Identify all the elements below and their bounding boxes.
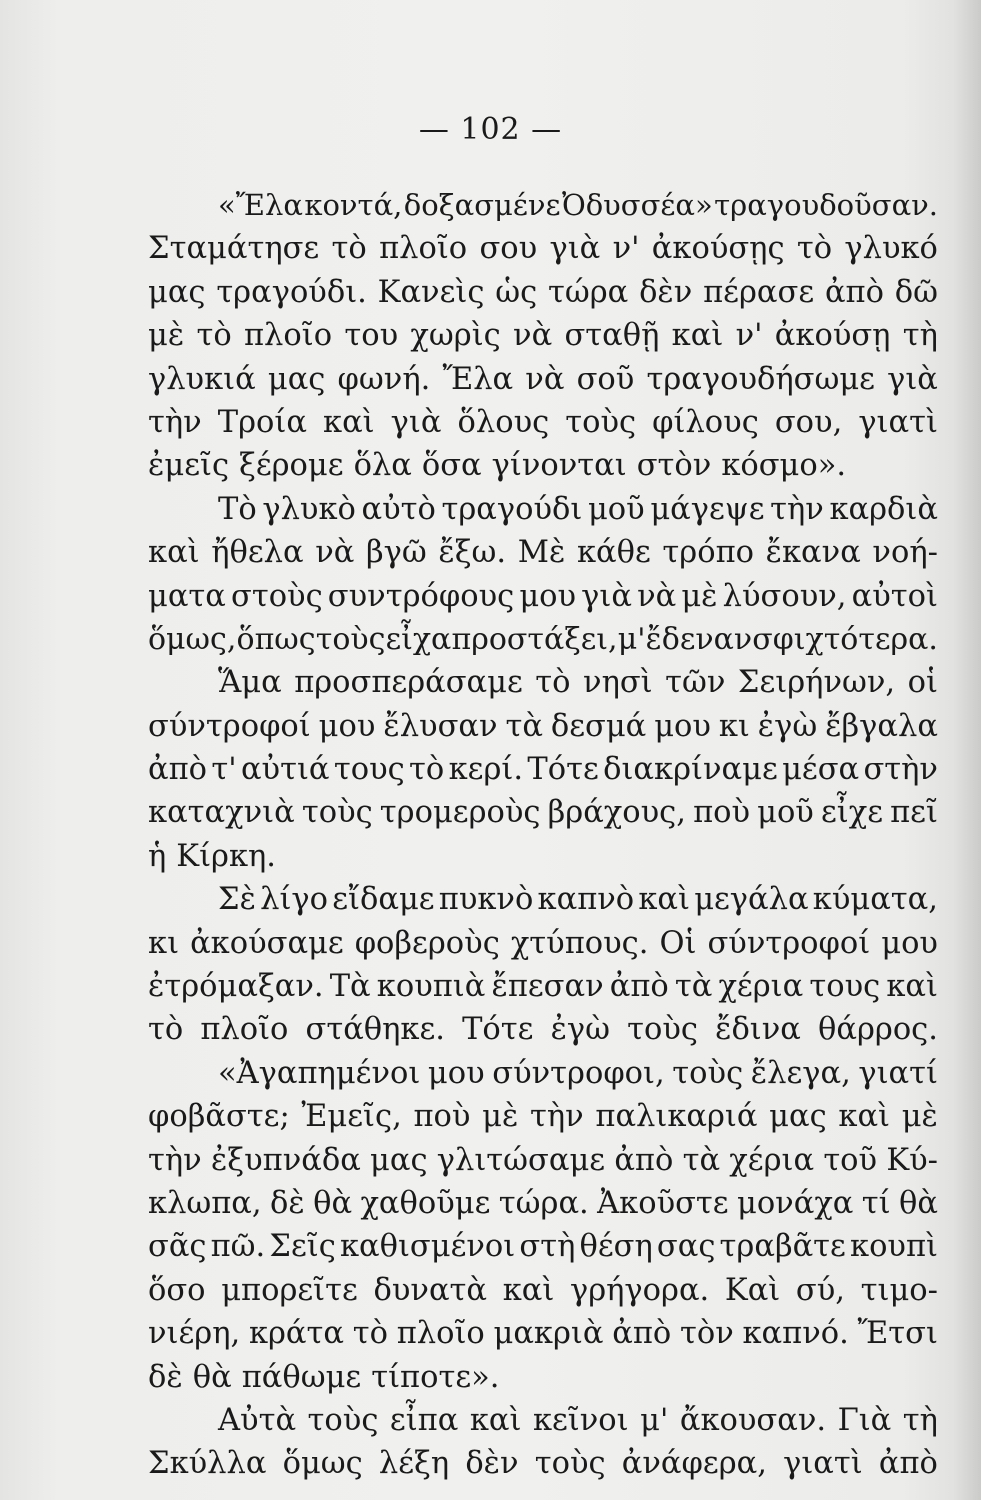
- word: χτύπους.: [510, 925, 649, 961]
- word: τὸ: [331, 231, 367, 267]
- text-line: [148, 1182, 938, 1225]
- word: ὅλους: [457, 404, 550, 440]
- word: Τὰ: [329, 969, 371, 1005]
- word: κουπιὰ: [376, 969, 486, 1005]
- word: ἔκανα: [765, 535, 861, 571]
- word: τὸ: [535, 665, 571, 701]
- word: τὸ: [352, 1316, 388, 1352]
- text-line: [148, 271, 938, 314]
- word: Ἔτσι: [857, 1316, 938, 1352]
- word: σύ,: [795, 1272, 845, 1308]
- text-line: [148, 1052, 938, 1095]
- word: γλυκιά: [148, 361, 256, 397]
- word: τους: [809, 969, 881, 1005]
- word: μ': [640, 1402, 669, 1438]
- word: ἀπὸ: [824, 274, 884, 310]
- text-line: [148, 184, 938, 227]
- word: καθισμένοι: [339, 1229, 516, 1265]
- word: δοξασμένε: [403, 188, 561, 222]
- word: Σὲ: [218, 882, 256, 918]
- text-line: [148, 444, 938, 487]
- word: Ὀδυσσέα»: [561, 188, 713, 222]
- word: παλικαριά: [595, 1099, 758, 1135]
- word: προσπεράσαμε: [294, 665, 523, 701]
- word: Κίρκη.: [176, 838, 276, 874]
- word: σου: [479, 231, 538, 267]
- word: μὲ: [901, 1099, 938, 1135]
- word: τραγουδοῦσαν.: [714, 188, 938, 222]
- word: δὲ: [269, 1185, 305, 1221]
- word: τὸν: [679, 1316, 734, 1352]
- word: τὴν: [770, 491, 824, 527]
- word: γιατὶ: [858, 404, 938, 440]
- word: Τότε: [527, 752, 599, 788]
- text-line: [148, 358, 938, 401]
- word: ἀπὸ: [878, 1446, 938, 1482]
- word: αὐτιά: [240, 752, 330, 788]
- word: μας: [148, 274, 206, 310]
- word: μέσα: [782, 752, 860, 788]
- word: ἔδεναν: [645, 621, 753, 657]
- word: μου: [318, 708, 376, 744]
- word: ἀκούσῃ: [774, 318, 891, 354]
- word: θὰ: [899, 1185, 938, 1221]
- word: θὰ: [192, 1359, 232, 1395]
- word: νὰ: [637, 578, 677, 614]
- word: πέρασε: [703, 274, 815, 310]
- word: σοῦ: [576, 361, 635, 397]
- word: ὡς: [495, 274, 538, 310]
- word: μας: [267, 361, 326, 397]
- word: ἀπὸ: [148, 752, 208, 788]
- text-line: [148, 227, 938, 270]
- word: ἔπεσαν: [491, 969, 604, 1005]
- word: Καὶ: [724, 1272, 781, 1308]
- word: ἐγὼ: [550, 1012, 611, 1048]
- word: Σταμάτησε: [148, 231, 320, 267]
- text-line: [148, 661, 938, 704]
- word: ἐμεῖς: [148, 448, 230, 484]
- word: τὰ: [505, 708, 543, 744]
- word: μ': [617, 621, 646, 657]
- word: νὰ: [513, 318, 553, 354]
- word: μοῦ: [757, 795, 814, 831]
- word: ἐτρόμαξαν.: [148, 969, 324, 1005]
- word: του: [344, 318, 399, 354]
- word: διακρίναμε: [603, 752, 778, 788]
- word: τὰ: [674, 969, 713, 1005]
- word: τιμο-: [860, 1272, 938, 1308]
- text-line: [148, 1139, 938, 1182]
- word: λίγο: [260, 882, 329, 918]
- word: πλοῖο: [396, 1316, 485, 1352]
- word: Ἐμεῖς,: [301, 1099, 402, 1135]
- word: μονάχα: [737, 1185, 854, 1221]
- word: ὅμως: [282, 1446, 363, 1482]
- word: ἀπὸ: [609, 969, 669, 1005]
- body-text: [148, 184, 938, 1486]
- word: θὰ: [313, 1185, 353, 1221]
- word: πλοῖο: [200, 1012, 289, 1048]
- word: ν': [735, 318, 763, 354]
- word: εἴδαμε: [332, 882, 435, 918]
- word: καὶ: [323, 404, 375, 440]
- word: γιὰ: [581, 578, 632, 614]
- word: «Ἀγαπημένοι: [218, 1055, 421, 1091]
- word: χέρια: [718, 969, 804, 1005]
- word: κοντά,: [304, 188, 403, 222]
- text-line: [148, 1312, 938, 1355]
- word: τὸ: [409, 752, 445, 788]
- word: κλωπα,: [148, 1185, 262, 1221]
- word: πυκνὸ: [438, 882, 534, 918]
- text-line: [148, 1442, 938, 1485]
- word: μακριὰ: [493, 1316, 604, 1352]
- word: ἐξυπνάδα: [210, 1142, 361, 1178]
- word: γιὰ: [887, 361, 938, 397]
- word: θέση: [579, 1229, 653, 1265]
- word: τίποτε».: [371, 1359, 500, 1395]
- word: πῶ.: [210, 1229, 266, 1265]
- word: τὴν: [530, 1099, 584, 1135]
- word: αὐτοὶ: [851, 578, 938, 614]
- text-line: [148, 575, 938, 618]
- text-line: [148, 1399, 938, 1442]
- word: ἔλεγα,: [750, 1055, 851, 1091]
- word: μὲ: [148, 318, 185, 354]
- word: ἔξω.: [438, 535, 507, 571]
- word: Σεῖς: [269, 1229, 336, 1265]
- word: μὲ: [482, 1099, 519, 1135]
- word: μας: [769, 1099, 827, 1135]
- text-line: [148, 835, 938, 878]
- word: τῶν: [665, 665, 726, 701]
- word: καὶ: [638, 882, 690, 918]
- word: νοή-: [872, 535, 938, 571]
- word: ἀπὸ: [612, 1316, 672, 1352]
- word: ἤθελα: [211, 535, 304, 571]
- word: καταχνιὰ: [148, 795, 295, 831]
- text-line: [148, 488, 938, 531]
- text-line: [148, 1095, 938, 1138]
- word: στὴν: [863, 752, 938, 788]
- word: λέξη: [378, 1446, 450, 1482]
- word: νιέρη,: [148, 1316, 241, 1352]
- page-edge-shadow: [953, 0, 981, 1500]
- word: καρδιὰ: [829, 491, 938, 527]
- word: τρόπο: [662, 535, 754, 571]
- text-line: [148, 1225, 938, 1268]
- word: μάγεψε: [650, 491, 765, 527]
- word: μεγάλα: [694, 882, 809, 918]
- word: εἶχε: [820, 795, 884, 831]
- text-line: [148, 878, 938, 921]
- text-line: [148, 1008, 938, 1051]
- word: γιὰ: [549, 231, 601, 267]
- word: χαθοῦμε: [360, 1185, 491, 1221]
- word: σύντροφοί: [707, 925, 871, 961]
- word: γρήγορα.: [569, 1272, 710, 1308]
- word: πεῖ: [890, 795, 938, 831]
- word: τώρα: [547, 274, 629, 310]
- word: τραβᾶτε: [719, 1229, 846, 1265]
- word: ποὺ: [693, 795, 751, 831]
- word: λύσουν,: [722, 578, 847, 614]
- word: ἐγὼ: [757, 708, 818, 744]
- word: ν': [612, 231, 640, 267]
- word: εἶπα: [389, 1402, 459, 1438]
- word: μου: [427, 1055, 485, 1091]
- text-line: [148, 922, 938, 965]
- word: κάθε: [576, 535, 651, 571]
- word: συντρόφους: [327, 578, 515, 614]
- word: Ἔλα: [442, 361, 514, 397]
- word: ἀκούσαμε: [190, 925, 344, 961]
- word: κεῖνοι: [532, 1402, 629, 1438]
- word: τί: [861, 1185, 891, 1221]
- word: μου: [519, 578, 577, 614]
- text-line: [148, 965, 938, 1008]
- word: Γιὰ: [837, 1402, 892, 1438]
- word: σου,: [774, 404, 843, 440]
- word: «Ἔλα: [218, 188, 303, 222]
- word: κύματα,: [812, 882, 938, 918]
- word: δὲ: [148, 1359, 183, 1395]
- word: στὸν: [636, 448, 712, 484]
- word: μὲ: [681, 578, 718, 614]
- word: γίνονται: [491, 448, 627, 484]
- word: κουπὶ: [850, 1229, 938, 1265]
- word: στὴ: [519, 1229, 576, 1265]
- word: μου: [654, 708, 711, 744]
- word: φοβεροὺς: [354, 925, 500, 961]
- word: Τὸ: [218, 491, 257, 527]
- word: καὶ: [886, 969, 938, 1005]
- word: σας: [656, 1229, 716, 1265]
- word: Σκύλλα: [148, 1446, 267, 1482]
- word: κι: [718, 708, 750, 744]
- word: κόσμο».: [721, 448, 847, 484]
- word: τοὺς: [627, 1012, 698, 1048]
- word: τοὺς: [565, 404, 637, 440]
- word: σφιχτότερα.: [752, 621, 938, 657]
- word: καὶ: [502, 1272, 555, 1308]
- word: γιὰ: [390, 404, 442, 440]
- word: ποὺ: [413, 1099, 471, 1135]
- word: τοὺς: [301, 795, 373, 831]
- word: ἀκούσῃς: [651, 231, 785, 267]
- word: δὲν: [465, 1446, 519, 1482]
- word: καπνό.: [742, 1316, 849, 1352]
- word: ξέρομε: [239, 448, 344, 484]
- word: Ἀκοῦστε: [597, 1185, 729, 1221]
- word: τοὺς: [672, 1055, 744, 1091]
- text-line: [148, 791, 938, 834]
- word: ἔδινα: [715, 1012, 801, 1048]
- word: ὅμως,: [148, 621, 237, 657]
- word: τὸ: [796, 231, 833, 267]
- word: ἔλυσαν: [383, 708, 498, 744]
- text-line: [148, 531, 938, 574]
- word: ὅσο: [148, 1272, 206, 1308]
- word: ἀνάφερα,: [621, 1446, 767, 1482]
- word: φίλους: [652, 404, 759, 440]
- word: σύντροφοί: [148, 708, 311, 744]
- word: πλοῖο: [379, 231, 468, 267]
- word: καπνὸ: [537, 882, 635, 918]
- word: μπορεῖτε: [221, 1272, 358, 1308]
- word: τὴν: [148, 404, 202, 440]
- word: πλοῖο: [244, 318, 333, 354]
- word: Μὲ: [517, 535, 566, 571]
- word: τώρα.: [498, 1185, 589, 1221]
- word: προστάξει,: [451, 621, 618, 657]
- word: γιατί: [858, 1055, 938, 1091]
- word: Αὐτὰ: [218, 1402, 297, 1438]
- word: τρομεροὺς: [379, 795, 541, 831]
- word: νὰ: [315, 535, 355, 571]
- text-line: [148, 748, 938, 791]
- word: μου: [881, 925, 938, 961]
- word: ματα: [148, 578, 226, 614]
- word: ἔβγαλα: [825, 708, 938, 744]
- word: δυνατὰ: [373, 1272, 488, 1308]
- word: ἡ: [148, 838, 167, 874]
- word: τοῦ: [823, 1142, 878, 1178]
- word: καὶ: [671, 318, 724, 354]
- word: Κύ-: [886, 1142, 938, 1178]
- word: τὴν: [148, 1142, 202, 1178]
- word: σύντροφοι,: [492, 1055, 665, 1091]
- word: τὸ: [196, 318, 232, 354]
- word: Τροία: [217, 404, 307, 440]
- word: μας: [370, 1142, 428, 1178]
- word: Κανεὶς: [377, 274, 485, 310]
- word: στάθηκε.: [305, 1012, 445, 1048]
- word: γλυκό: [844, 231, 938, 267]
- word: Ἅμα: [218, 665, 282, 701]
- word: οἱ: [907, 665, 938, 701]
- word: τραγουδήσωμε: [646, 361, 875, 397]
- word: Τότε: [462, 1012, 534, 1048]
- word: γλυκὸ: [262, 491, 356, 527]
- word: ὅλα: [353, 448, 412, 484]
- word: γλιτώσαμε: [436, 1142, 606, 1178]
- text-line: [148, 1356, 938, 1399]
- word: ὅπως: [236, 621, 316, 657]
- text-line: [148, 1269, 938, 1312]
- word: τὴ: [902, 318, 938, 354]
- word: ἄκουσαν.: [679, 1402, 827, 1438]
- word: βγῶ: [366, 535, 427, 571]
- word: αὐτὸ: [361, 491, 436, 527]
- word: κερί.: [448, 752, 524, 788]
- word: δὲν: [639, 274, 693, 310]
- word: θάρρος.: [818, 1012, 938, 1048]
- word: δῶ: [894, 274, 938, 310]
- word: δεσμά: [550, 708, 647, 744]
- word: σταθῇ: [564, 318, 660, 354]
- text-line: [148, 705, 938, 748]
- word: κράτα: [248, 1316, 344, 1352]
- word: φοβᾶστε;: [148, 1099, 290, 1135]
- word: τὸ: [148, 1012, 184, 1048]
- word: σᾶς: [148, 1229, 207, 1265]
- word: εἶχα: [385, 621, 452, 657]
- word: νησὶ: [583, 665, 653, 701]
- text-line: [148, 401, 938, 444]
- word: ἀπὸ: [614, 1142, 674, 1178]
- word: γιατὶ: [783, 1446, 863, 1482]
- word: τοὺς: [534, 1446, 606, 1482]
- word: καὶ: [838, 1099, 890, 1135]
- word: πάθωμε: [241, 1359, 362, 1395]
- word: τ': [211, 752, 237, 788]
- word: τοὺς: [307, 1402, 379, 1438]
- word: καὶ: [469, 1402, 522, 1438]
- word: τραγούδι.: [216, 274, 367, 310]
- word: στοὺς: [231, 578, 323, 614]
- word: τοὺς: [315, 621, 386, 657]
- word: βράχους,: [547, 795, 686, 831]
- word: φωνή.: [337, 361, 431, 397]
- word: κι: [148, 925, 180, 961]
- word: τὰ: [682, 1142, 721, 1178]
- word: τραγούδι: [441, 491, 583, 527]
- word: χέρια: [729, 1142, 815, 1178]
- text-line: [148, 314, 938, 357]
- page-number: — 102 —: [418, 112, 563, 147]
- word: ὅσα: [421, 448, 482, 484]
- word: μοῦ: [587, 491, 645, 527]
- text-line: [148, 618, 938, 661]
- word: τους: [333, 752, 405, 788]
- word: Οἱ: [659, 925, 697, 961]
- word: Σειρήνων,: [737, 665, 896, 701]
- word: νὰ: [525, 361, 565, 397]
- word: καὶ: [148, 535, 200, 571]
- word: χωρὶς: [410, 318, 501, 354]
- word: τὴ: [902, 1402, 938, 1438]
